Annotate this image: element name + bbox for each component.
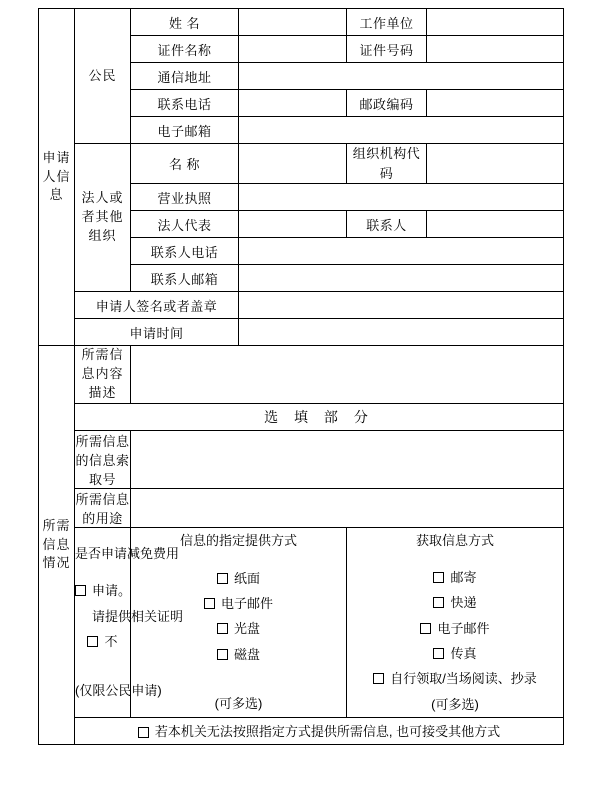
field-label-postcode: 邮政编码 <box>347 90 427 117</box>
field-label-contact: 联系人 <box>347 211 427 238</box>
field-label-workunit: 工作单位 <box>347 9 427 36</box>
field-input-legal-rep[interactable] <box>239 211 347 238</box>
table-row <box>39 717 564 744</box>
table-row <box>39 430 564 488</box>
provide-method-option-cd-label: 光盘 <box>233 621 260 637</box>
obtain-method-option-mail[interactable] <box>347 565 563 590</box>
citizen-label-text: 公民 <box>88 67 117 83</box>
provide-method-option-paper-label: 纸面 <box>233 570 260 586</box>
provide-method-option-paper[interactable] <box>131 566 346 591</box>
fee-reduction-option-no[interactable] <box>75 629 130 654</box>
obtain-method-option-email-label: 电子邮件 <box>437 620 490 636</box>
field-label-id-type: 证件名称 <box>131 36 239 63</box>
field-input-email[interactable] <box>239 117 564 144</box>
table-row <box>39 292 564 319</box>
needs-section-text: 所需信息情况 <box>42 517 71 571</box>
field-input-id-type[interactable] <box>239 36 347 63</box>
checkbox-icon[interactable] <box>433 597 444 608</box>
checkbox-icon[interactable] <box>217 649 228 660</box>
field-label-email: 电子邮箱 <box>131 117 239 144</box>
field-input-id-number[interactable] <box>427 36 564 63</box>
field-input-purpose[interactable] <box>131 488 564 527</box>
content-desc-label <box>75 346 131 404</box>
checkbox-icon[interactable] <box>75 585 86 596</box>
obtain-method-option-fax[interactable] <box>347 641 563 666</box>
obtain-method-option-fax-label: 传真 <box>450 645 477 661</box>
fee-reduction-option-no-label: 不 <box>104 633 118 649</box>
fee-reduction-title: 是否申请减免费用 <box>75 545 180 561</box>
field-input-phone[interactable] <box>239 90 347 117</box>
citizen-label <box>75 9 131 144</box>
field-label-name: 姓 名 <box>131 9 239 36</box>
field-input-workunit[interactable] <box>427 9 564 36</box>
provide-method-footnote: (可多选) <box>214 695 263 711</box>
checkbox-icon[interactable] <box>373 673 384 684</box>
fee-reduction-apply-note: 请提供相关证明 <box>92 608 184 624</box>
field-input-address[interactable] <box>239 63 564 90</box>
field-label-entity-name: 名 称 <box>131 144 239 184</box>
table-row <box>39 319 564 346</box>
fee-reduction-footnote: (仅限公民申请) <box>75 683 162 699</box>
field-input-postcode[interactable] <box>427 90 564 117</box>
field-label-id-number: 证件号码 <box>347 36 427 63</box>
spacer <box>75 666 130 678</box>
table-row <box>39 346 564 404</box>
fee-reduction-option-apply-label: 申请。 <box>92 583 132 599</box>
field-label-contact-email: 联系人邮箱 <box>131 265 239 292</box>
checkbox-icon[interactable] <box>433 648 444 659</box>
obtain-method-footnote: (可多选) <box>431 696 479 712</box>
field-label-contact-phone: 联系人电话 <box>131 238 239 265</box>
field-label-purpose: 所需信息的用途 <box>75 488 131 527</box>
provide-method-option-email-label: 电子邮件 <box>220 595 273 611</box>
obtain-method-group <box>347 527 564 717</box>
field-input-contact-phone[interactable] <box>239 238 564 265</box>
fee-reduction-group <box>75 527 184 717</box>
field-input-name[interactable] <box>239 9 347 36</box>
field-label-address: 通信地址 <box>131 63 239 90</box>
spacer <box>347 553 563 565</box>
obtain-method-title: 获取信息方式 <box>415 532 494 548</box>
checkbox-icon[interactable] <box>433 572 444 583</box>
obtain-method-option-express-label: 快递 <box>450 595 477 611</box>
field-input-index-number[interactable] <box>131 430 564 488</box>
spacer <box>131 667 346 679</box>
field-input-license[interactable] <box>239 184 564 211</box>
field-label-legal-rep: 法人代表 <box>131 211 239 238</box>
bottom-note-cell[interactable] <box>75 717 564 744</box>
checkbox-icon[interactable] <box>204 598 215 609</box>
spacer <box>75 654 130 666</box>
obtain-method-option-email[interactable] <box>347 616 563 641</box>
provide-method-option-disk-label: 磁盘 <box>233 646 260 662</box>
spacer <box>131 679 346 691</box>
content-desc-input[interactable] <box>131 346 564 404</box>
fee-reduction-option-apply[interactable] <box>75 578 130 603</box>
checkbox-icon[interactable] <box>138 727 149 738</box>
field-label-org-code: 组织机构代码 <box>347 144 427 184</box>
table-row <box>39 527 564 717</box>
applicant-section-label <box>39 9 75 346</box>
information-request-form <box>38 8 564 745</box>
checkbox-icon[interactable] <box>87 636 98 647</box>
field-input-entity-name[interactable] <box>239 144 347 184</box>
checkbox-icon[interactable] <box>420 623 431 634</box>
field-label-index-number: 所需信息的信息索取号 <box>75 430 131 488</box>
checkbox-icon[interactable] <box>217 573 228 584</box>
provide-method-option-disk[interactable] <box>131 642 346 667</box>
document-page <box>0 8 600 806</box>
legal-entity-label <box>75 144 131 292</box>
field-label-phone: 联系电话 <box>131 90 239 117</box>
field-input-org-code[interactable] <box>427 144 564 184</box>
legal-entity-label-text: 法人或者其他组织 <box>81 190 124 243</box>
field-label-license: 营业执照 <box>131 184 239 211</box>
obtain-method-option-express[interactable] <box>347 590 563 615</box>
obtain-method-option-mail-label: 邮寄 <box>450 569 477 585</box>
obtain-method-option-pickup-label: 自行领取/当场阅读、抄录 <box>390 671 537 687</box>
table-row <box>39 488 564 527</box>
provide-method-title: 信息的指定提供方式 <box>179 533 297 549</box>
table-row <box>39 403 564 430</box>
field-input-apply-time[interactable] <box>239 319 564 346</box>
checkbox-icon[interactable] <box>217 623 228 634</box>
field-label-apply-time: 申请时间 <box>75 319 239 346</box>
optional-section-title: 选 填 部 分 <box>75 403 564 430</box>
content-desc-label-text: 所需信息内容描述 <box>81 347 124 400</box>
field-input-contact[interactable] <box>427 211 564 238</box>
needs-section-label <box>39 346 75 745</box>
spacer <box>75 566 130 578</box>
bottom-note-label: 若本机关无法按照指定方式提供所需信息, 也可接受其他方式 <box>154 724 501 740</box>
field-label-signature: 申请人签名或者盖章 <box>75 292 239 319</box>
field-input-contact-email[interactable] <box>239 265 564 292</box>
field-input-signature[interactable] <box>239 292 564 319</box>
applicant-section-text: 申请人信息 <box>42 149 71 203</box>
obtain-method-option-pickup[interactable] <box>347 666 563 691</box>
table-row <box>39 144 564 184</box>
table-row <box>39 9 564 36</box>
